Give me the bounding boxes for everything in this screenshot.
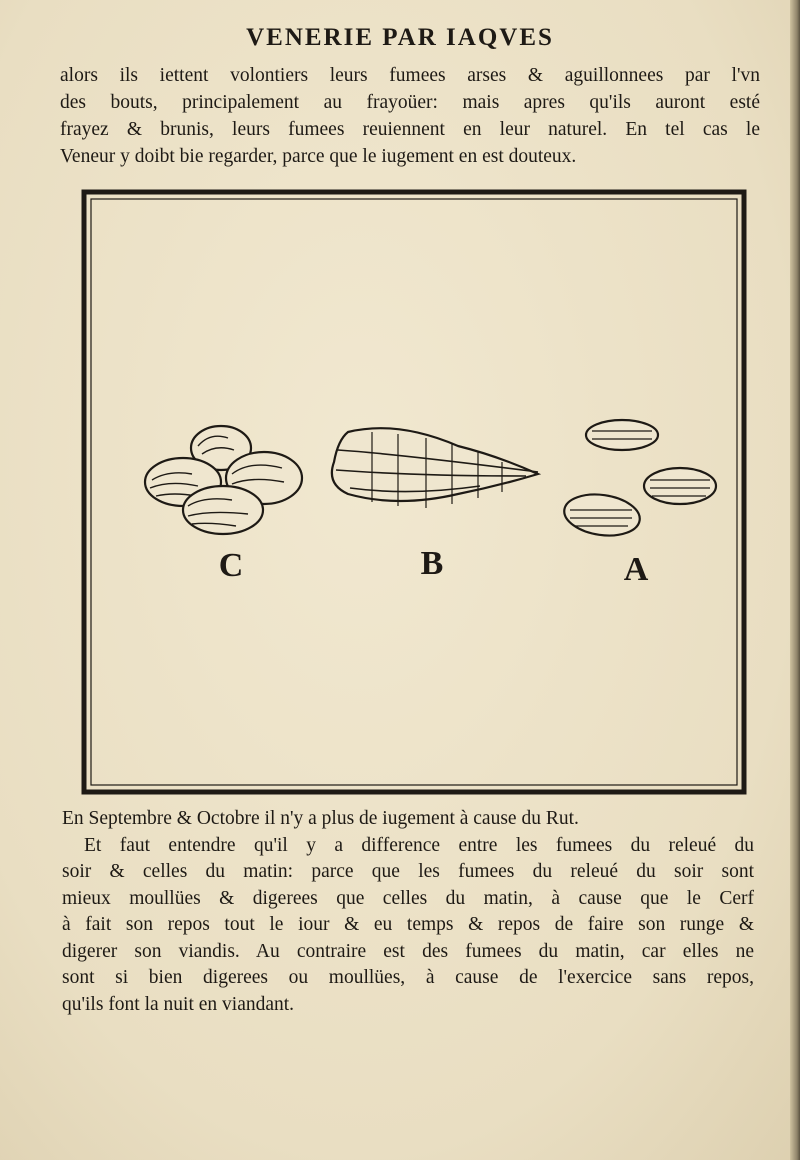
text-line: digerer son viandis. Au contraire est des fumees du matin, car elles ne	[62, 940, 754, 962]
running-head: VENERIE PAR IAQVES	[246, 24, 554, 51]
page-edge-shadow	[790, 0, 800, 1160]
text-line: Veneur y doibt bie regarder, parce que le iugement en est douteux.	[60, 146, 577, 167]
text-line: frayez & brunis, leurs fumees reuiennent en leur naturel. En tel cas le	[60, 119, 760, 140]
droppings-b	[332, 428, 538, 508]
text-line: mieux moullües & digerees que celles du matin, à cause que le Cerf	[62, 887, 754, 909]
text-line: soir & celles du matin: parce que les fumees du releué du soir sont	[62, 861, 754, 882]
woodcut-plate	[80, 188, 748, 796]
text-line: En Septembre & Octobre il n'y a plus de iugement à cause du Rut.	[62, 808, 579, 829]
droppings-c	[145, 426, 302, 534]
label-a: A	[623, 551, 649, 588]
woodcut-illustration	[80, 188, 748, 796]
label-b: B	[420, 545, 444, 582]
text-line: qu'ils font la nuit en viandant.	[62, 993, 295, 1015]
text-line: alors ils iettent volontiers leurs fumees arses & aguillonnees par l'vn	[60, 65, 760, 86]
bottom-paragraph	[62, 806, 754, 1018]
top-paragraph	[60, 62, 760, 170]
text-line: des bouts, principalement au frayoüer: mais apres qu'ils auront esté	[60, 92, 760, 113]
droppings-a	[562, 420, 716, 540]
label-c: C	[218, 547, 244, 584]
text-line: Et faut entendre qu'il y a difference entre les fumees du releué du	[84, 834, 754, 856]
text-line: à fait son repos tout le iour & eu temps & repos de faire son runge &	[62, 914, 754, 935]
text-line: sont si bien digerees ou moullües, à cause de l'exercice sans repos,	[62, 967, 754, 988]
